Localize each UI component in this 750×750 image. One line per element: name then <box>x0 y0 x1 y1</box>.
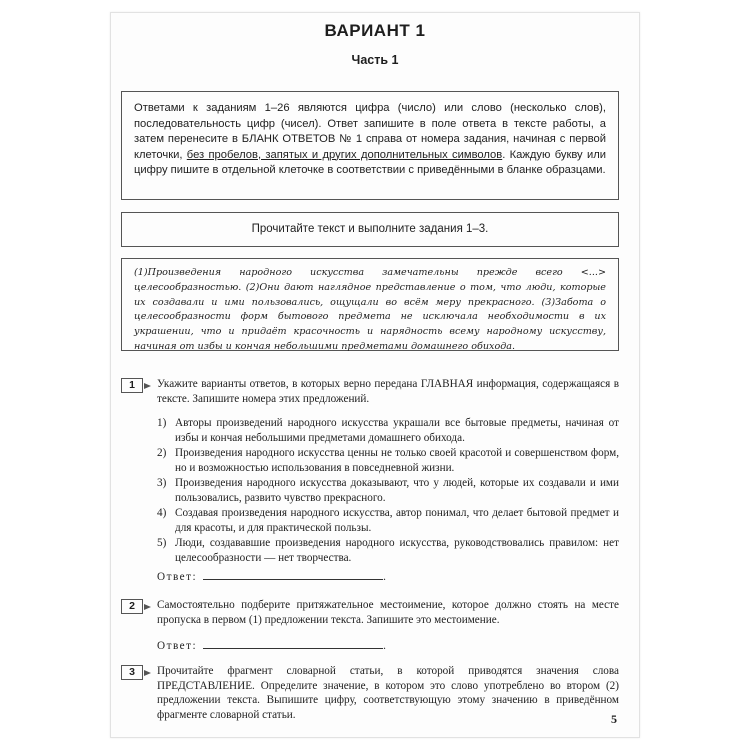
option-text: Авторы произведений народного искусства украшали все бытовые предметы, начиная от избы и кончая небольшими предметами домашнего обихода. <box>175 417 619 444</box>
variant-title: ВАРИАНТ 1 <box>324 21 426 40</box>
instructions-box <box>121 91 619 200</box>
option-text: Произведения народного искусства доказывают, что у людей, которые их создавали и ими пользовались, развито чувство прекрасного. <box>175 477 619 504</box>
page-sheet <box>110 12 640 738</box>
answer-label: Ответ: <box>157 571 198 583</box>
option-number: 2) <box>157 447 167 459</box>
answer-label: Ответ: <box>157 640 198 652</box>
instructions-part2: . Каждую букву или цифру пишите в отдельной клеточке в соответствии с приведёнными в бланке образцами. <box>134 148 606 176</box>
read-prompt: Прочитайте текст и выполните задания 1–3. <box>251 223 489 235</box>
task-3-question-text: Прочитайте фрагмент словарной статьи, в которой приводятся значения слова ПРЕДСТАВЛЕНИЕ. Определите значение, в котором это слово употреблено во втором (2) предложении текста. Выпишите цифру, соответствующую этому значению в приведённом фрагменте словарной статьи. <box>157 665 619 721</box>
option-number: 4) <box>157 507 167 519</box>
task-3-number: 3 <box>121 665 143 680</box>
option-number: 1) <box>157 417 167 429</box>
task-1-option <box>157 536 619 565</box>
option-number: 5) <box>157 537 167 549</box>
answer-input-line[interactable] <box>203 569 383 580</box>
source-text: (1)Произведения народного искусства замечательны прежде всего <...> целесообразностью. (2)Они дают наглядное представление о том, что люди, которые их создавали и ими пользовались, ощущали во всём меру прекрасного. (3)Забота о целесообразности форм бытового предмета не исключала необходимости в их украшении, что и придаёт красочность и нарядность всему народному искусству, начиная от избы и кончая небольшими предметами домашнего обихода. <box>134 267 606 352</box>
task-1-number: 1 <box>121 378 143 393</box>
option-text: Люди, создававшие произведения народного искусства, руководствовались правилом: нет целесообразности — нет творчества. <box>175 537 619 564</box>
task-3-question <box>157 664 619 722</box>
task-1-question <box>157 377 619 406</box>
task-1-option <box>157 476 619 505</box>
source-text-box <box>121 258 619 351</box>
instructions-part1: Ответами к заданиям 1–26 являются цифра (число) или слово (несколько слов), последовательность цифр (чисел). Ответ запишите в поле ответа в тексте работы, а затем перенесите в БЛАНК ОТВЕТОВ № 1 справа от номера задания, начиная с первой клеточки, <box>134 102 606 161</box>
option-text: Произведения народного искусства ценны не только своей красотой и совершенством форм, но и возможностью использования в повседневной жизни. <box>175 447 619 474</box>
instructions-text <box>134 101 606 179</box>
task-1-question-text: Укажите варианты ответов, в которых верно передана ГЛАВНАЯ информация, содержащаяся в тексте. Запишите номера этих предложений. <box>157 378 619 405</box>
read-prompt-box <box>121 212 619 247</box>
page-number: 5 <box>611 712 617 726</box>
answer-input-line[interactable] <box>203 638 383 649</box>
task-1-answer: Ответ: . <box>157 571 388 583</box>
part-title: Часть 1 <box>351 53 399 67</box>
task-1-option <box>157 416 619 445</box>
task-2-question-text: Самостоятельно подберите притяжательное местоимение, которое должно стоять на месте пропуска в первом (1) предложении текста. Запишите это местоимение. <box>157 599 619 626</box>
instructions-underlined: без пробелов, запятых и других дополнительных символов <box>186 148 503 161</box>
option-number: 3) <box>157 477 167 489</box>
task-2-question <box>157 598 619 627</box>
task-1-option <box>157 506 619 535</box>
task-2-number: 2 <box>121 599 143 614</box>
task-1-option <box>157 446 619 475</box>
option-text: Создавая произведения народного искусства, автор понимал, что делает бытовой предмет и для красоты, и для практической пользы. <box>175 507 619 534</box>
task-2-answer: Ответ: . <box>157 640 388 652</box>
